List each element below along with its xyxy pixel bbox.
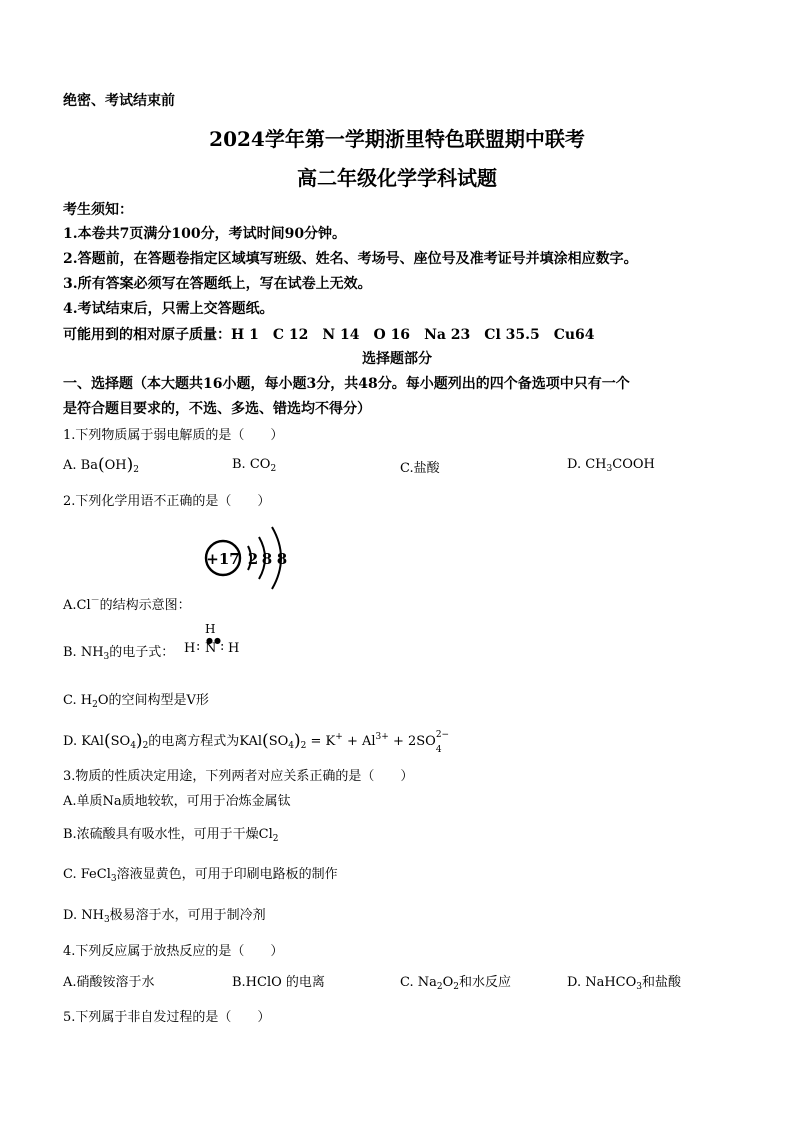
notice-heading: 考生须知： <box>63 202 133 218</box>
cl-ion-structure-diagram <box>196 515 306 601</box>
atomic-mass-value: Na 23 <box>424 327 471 343</box>
atomic-mass-value: Cu64 <box>553 327 595 343</box>
atomic-mass-value: C 12 <box>272 327 309 343</box>
electron-dot-h-top: H <box>205 622 216 636</box>
exam-title: 2024学年第一学期浙里特色联盟期中联考 <box>209 127 585 151</box>
nucleus-charge: +17 <box>206 550 240 568</box>
atomic-mass-label: 可能用到的相对原子质量： <box>63 327 231 343</box>
section-intro: 是符合题目要求的，不选、多选、错选均不得分） <box>63 401 371 417</box>
shell-electron-count: 2 <box>247 550 259 568</box>
question-1-stem: 1.下列物质属于弱电解质的是（ ） <box>63 428 284 443</box>
shell-electron-count: 8 <box>276 550 288 568</box>
exam-subtitle: 高二年级化学学科试题 <box>297 166 497 190</box>
question-5-stem: 5.下列属于非自发过程的是（ ） <box>63 1010 271 1025</box>
notice-item: 2.答题前，在答题卷指定区域填写班级、姓名、考场号、座位号及准考证号并填涂相应数字。 <box>63 251 638 267</box>
q3-option-b: B.浓硫酸具有吸水性，可用于干燥$Cl_2$ <box>63 827 279 844</box>
shell-electron-count: 8 <box>261 550 273 568</box>
electron-dot-h-left: H <box>184 641 196 656</box>
q4-option-c: C. $Na_2O_2$和水反应 <box>400 975 512 992</box>
q2-option-c: C. $H_2O$的空间构型是V形 <box>63 693 209 710</box>
q1-option-c: C.盐酸 <box>400 461 440 476</box>
electron-dot-pair-right: : <box>220 639 225 654</box>
q2-option-a: A.Cl－的结构示意图： <box>63 596 191 613</box>
atomic-mass-value: N 14 <box>322 327 360 343</box>
electron-dot-pair-top: ●● <box>206 636 222 645</box>
atomic-mass-value: Cl 35.5 <box>484 327 540 343</box>
confidential-label: 绝密、考试结束前 <box>63 93 175 109</box>
question-2-stem: 2.下列化学用语不正确的是（ ） <box>63 494 271 509</box>
section-title: 选择题部分 <box>362 351 432 367</box>
electron-dot-pair-left: : <box>196 639 201 654</box>
electron-dot-n: N <box>205 641 217 656</box>
q3-option-c: C. FeCl$_3$溶液显黄色，可用于印刷电路板的制作 <box>63 867 338 884</box>
q2-option-b: B. $NH_3$的电子式： <box>63 645 175 662</box>
section-intro: 一、选择题（本大题共16小题，每小题3分，共48分。每小题列出的四个备选项中只有一个 <box>63 376 630 392</box>
q1-option-b: B. $CO_2$ <box>232 457 277 474</box>
notice-item: 3.所有答案必须写在答题纸上，写在试卷上无效。 <box>63 276 372 292</box>
q4-option-a: A.硝酸铵溶于水 <box>63 975 155 990</box>
atomic-mass-value: O 16 <box>373 327 411 343</box>
q4-option-b: B.HClO 的电离 <box>232 975 325 990</box>
question-4-stem: 4.下列反应属于放热反应的是（ ） <box>63 944 284 959</box>
question-3-stem: 3.物质的性质决定用途，下列两者对应关系正确的是（ ） <box>63 769 414 784</box>
q4-option-d: D. NaHCO$_3$和盐酸 <box>567 975 682 992</box>
q3-option-a: A.单质Na质地较软，可用于冶炼金属钛 <box>63 794 291 809</box>
electron-dot-h-right: H <box>228 641 240 656</box>
atomic-mass-line <box>63 324 595 344</box>
q2-option-d: D. $KAl(SO_4)_2$的电离方程式为$KAl(SO_4)_2 = K^+ + Al^{3+} + 2SO$ 2− 4 <box>63 730 450 755</box>
q1-option-a: A. $Ba(OH)_2$ <box>63 455 139 475</box>
notice-item: 4.考试结束后，只需上交答题纸。 <box>63 301 274 317</box>
atomic-mass-value: H 1 <box>231 327 259 343</box>
q3-option-d: D. $NH_3$极易溶于水，可用于制冷剂 <box>63 908 266 925</box>
q1-option-d: D. $CH_3COOH$ <box>567 457 655 474</box>
notice-item: 1.本卷共7页满分100分，考试时间90分钟。 <box>63 226 347 242</box>
